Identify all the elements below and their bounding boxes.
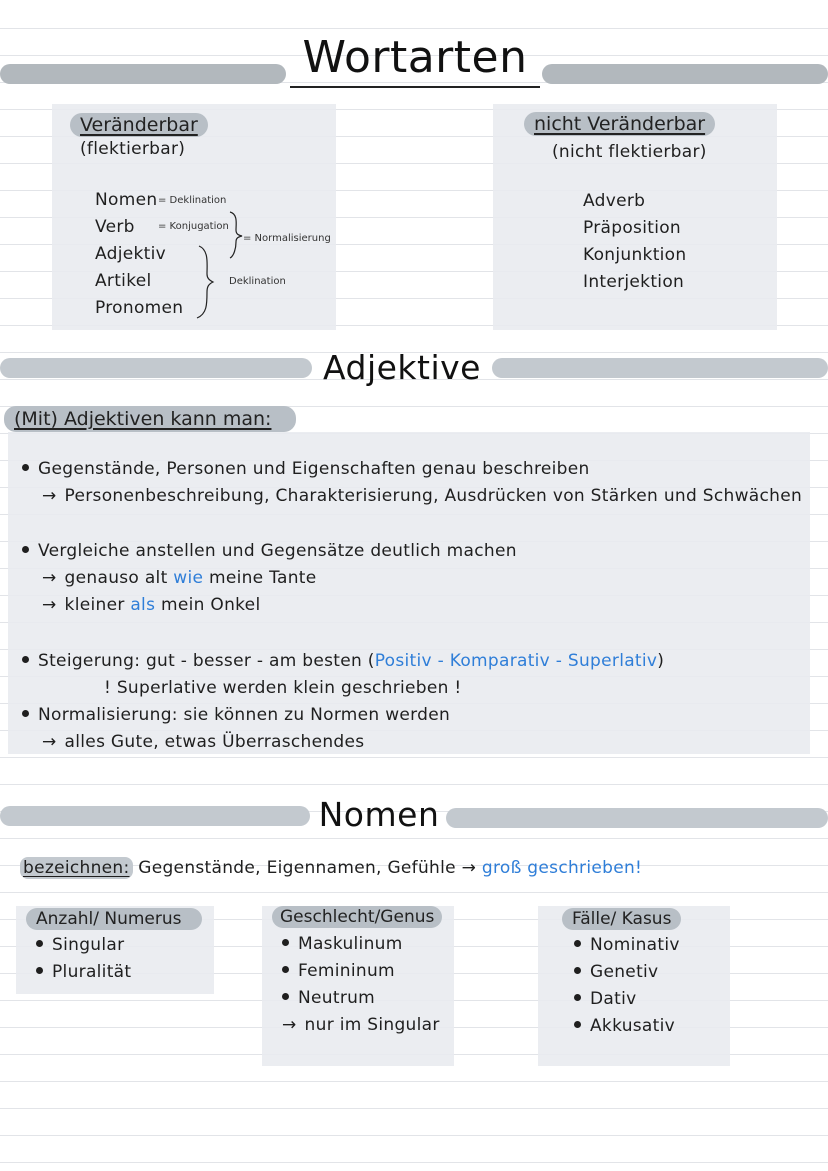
adjektive-bullet-2: Vergleiche anstellen und Gegensätze deutlich machen bbox=[22, 541, 517, 561]
adjektive-bar-right bbox=[492, 358, 828, 378]
genus-label: Geschlecht/Genus bbox=[272, 906, 442, 928]
adjektive-example-1: → genauso alt wie meine Tante bbox=[42, 568, 317, 588]
bullet-icon bbox=[22, 546, 29, 553]
wortart-item: Interjektion bbox=[583, 272, 685, 292]
wortart-item: Verb bbox=[95, 217, 135, 237]
bezeichnen-label: bezeichnen: bbox=[20, 857, 133, 879]
title-bar-left bbox=[0, 64, 286, 84]
list-item: Maskulinum bbox=[282, 931, 440, 958]
bullet-icon bbox=[282, 966, 289, 973]
arrow-right-icon: → bbox=[42, 486, 57, 506]
wortart-item: Präposition bbox=[583, 218, 681, 238]
adjektive-heading: Adjektive bbox=[323, 348, 481, 387]
nomen-bar-right bbox=[446, 808, 828, 828]
bullet-icon bbox=[22, 710, 29, 717]
bullet-icon bbox=[574, 940, 581, 947]
adjektive-example-2: → kleiner als mein Onkel bbox=[42, 595, 261, 615]
nomen-definition: bezeichnen: Gegenstände, Eigennamen, Gefühle → groß geschrieben! bbox=[20, 858, 642, 878]
veraenderbar-label: Veränderbar bbox=[70, 113, 208, 137]
nomen-heading: Nomen bbox=[318, 795, 440, 834]
arrow-right-icon: → bbox=[282, 1015, 297, 1035]
bullet-icon bbox=[282, 939, 289, 946]
adjektive-bullet-4-sub: → alles Gute, etwas Überraschendes bbox=[42, 732, 365, 752]
kasus-list bbox=[574, 932, 680, 1040]
numerus-label: Anzahl/ Numerus bbox=[26, 908, 202, 930]
list-item: Nominativ bbox=[574, 932, 680, 959]
arrow-right-icon: → bbox=[42, 568, 57, 588]
wortart-item: Pronomen bbox=[95, 298, 184, 318]
bullet-icon bbox=[36, 967, 43, 974]
note-deklination-nomen: = Deklination bbox=[158, 195, 227, 206]
list-item: → nur im Singular bbox=[282, 1015, 440, 1035]
brace-deklination bbox=[195, 244, 217, 320]
bullet-icon bbox=[282, 993, 289, 1000]
adjektive-bullet-1-sub: → Personenbeschreibung, Charakterisierung, Ausdrücken von Stärken und Schwächen bbox=[42, 486, 803, 506]
bullet-icon bbox=[22, 656, 29, 663]
note-deklination-group: Deklination bbox=[229, 276, 286, 287]
list-item: Femininum bbox=[282, 958, 440, 985]
wortart-item: Adjektiv bbox=[95, 244, 166, 264]
arrow-right-icon: → bbox=[461, 858, 477, 878]
adjektive-bullet-4: Normalisierung: sie können zu Normen werden bbox=[22, 705, 450, 725]
wortart-item: Konjunktion bbox=[583, 245, 687, 265]
note-konjugation: = Konjugation bbox=[158, 221, 229, 232]
genus-list bbox=[282, 931, 440, 1039]
wortart-item: Adverb bbox=[583, 191, 646, 211]
title-bar-right bbox=[542, 64, 828, 84]
kasus-label: Fälle/ Kasus bbox=[562, 908, 681, 930]
nicht-veraenderbar-sub: (nicht flektierbar) bbox=[552, 142, 707, 162]
numerus-list bbox=[36, 932, 131, 986]
adjektive-bullet-3: Steigerung: gut - besser - am besten (Positiv - Komparativ - Superlativ) bbox=[22, 651, 664, 671]
bullet-icon bbox=[574, 1021, 581, 1028]
nicht-veraenderbar-panel bbox=[493, 104, 777, 330]
bullet-icon bbox=[36, 940, 43, 947]
superlativ-note: ! Superlative werden klein geschrieben ! bbox=[104, 678, 462, 698]
adjektive-bullet-1: Gegenstände, Personen und Eigenschaften genau beschreiben bbox=[22, 459, 590, 479]
list-item: Neutrum bbox=[282, 985, 440, 1012]
veraenderbar-sub: (flektierbar) bbox=[80, 139, 186, 159]
bullet-icon bbox=[574, 967, 581, 974]
nomen-bar-left bbox=[0, 806, 310, 826]
list-item: Dativ bbox=[574, 986, 680, 1013]
brace-konjugation-normalisierung bbox=[228, 210, 244, 260]
list-item: Singular bbox=[36, 932, 131, 959]
nicht-veraenderbar-label: nicht Veränderbar bbox=[524, 112, 715, 136]
adjektive-bar-left bbox=[0, 358, 312, 378]
wortart-item: Nomen bbox=[95, 190, 158, 210]
adjektive-label: (Mit) Adjektiven kann man: bbox=[4, 406, 296, 432]
wortart-item: Artikel bbox=[95, 271, 152, 291]
page-title: Wortarten bbox=[290, 30, 540, 88]
arrow-right-icon: → bbox=[42, 732, 57, 752]
list-item: Pluralität bbox=[36, 959, 131, 986]
bullet-icon bbox=[22, 464, 29, 471]
list-item: Akkusativ bbox=[574, 1013, 680, 1040]
bullet-icon bbox=[574, 994, 581, 1001]
note-normalisierung: = Normalisierung bbox=[243, 233, 331, 244]
list-item: Genetiv bbox=[574, 959, 680, 986]
arrow-right-icon: → bbox=[42, 595, 57, 615]
